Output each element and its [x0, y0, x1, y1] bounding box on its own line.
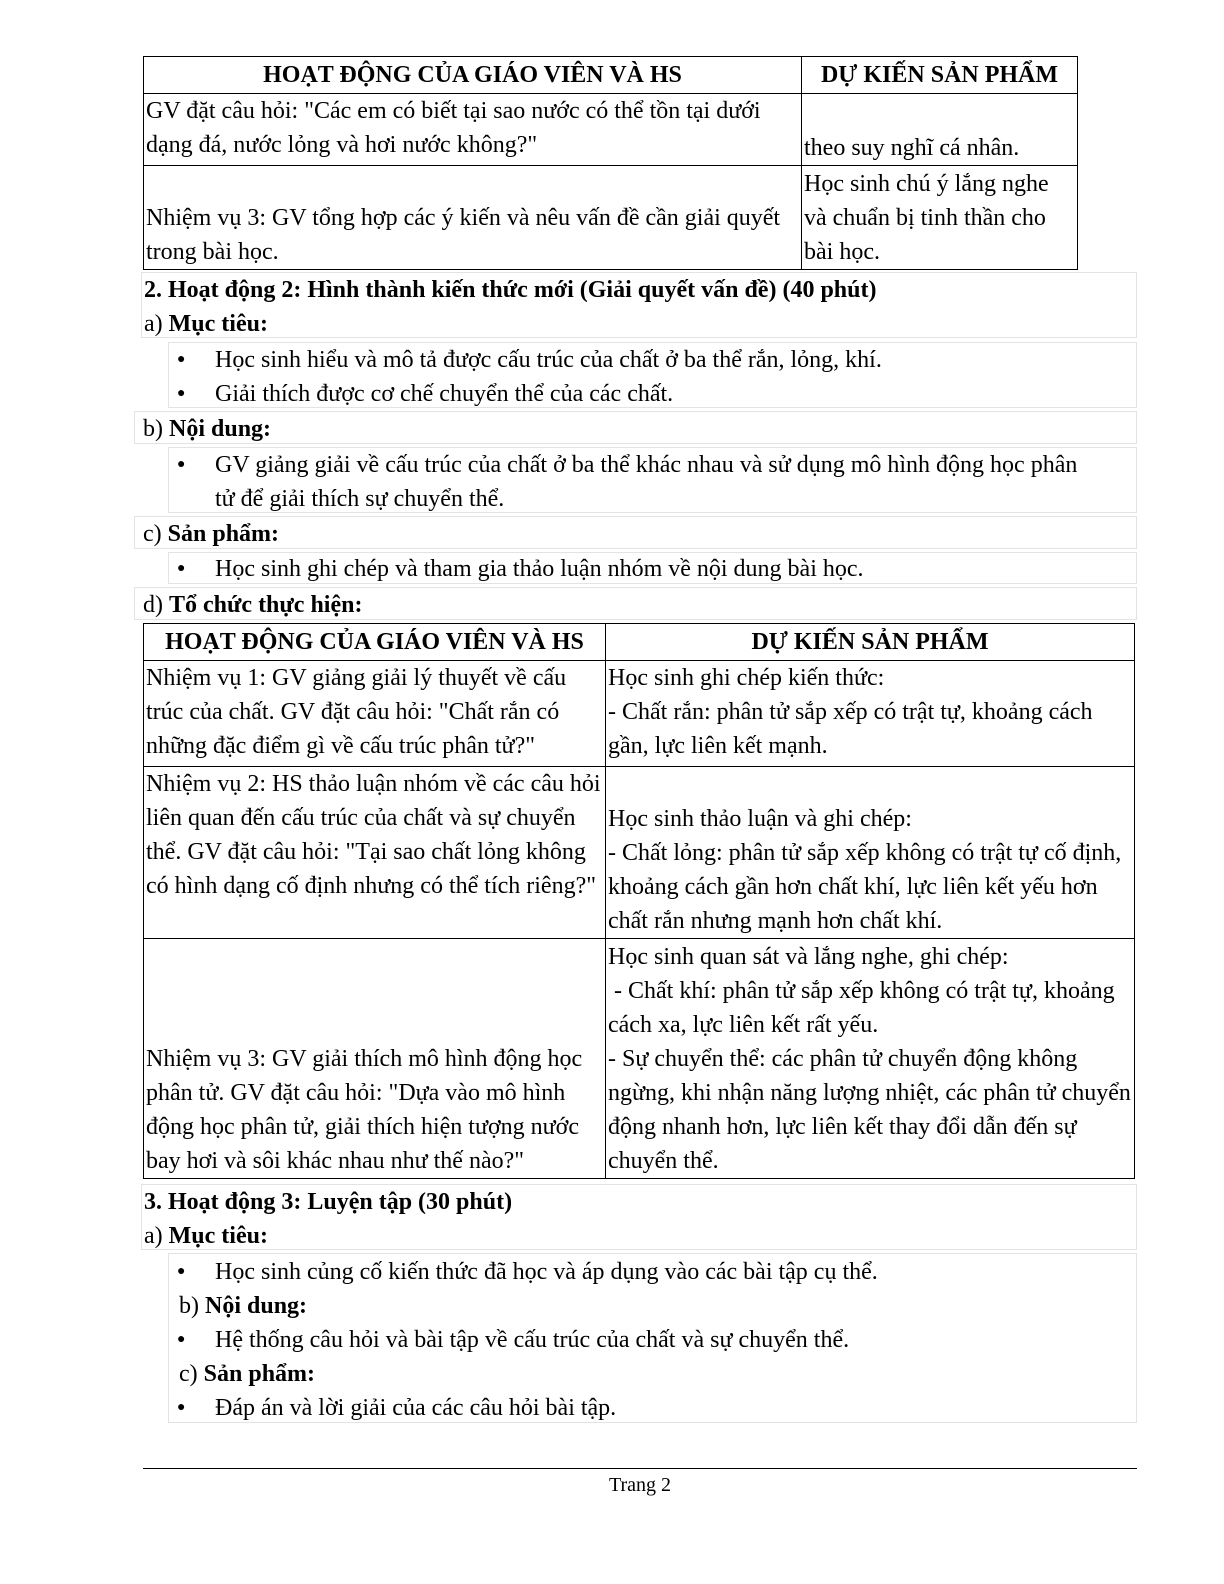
table-header-product: DỰ KIẾN SẢN PHẨM — [606, 624, 1135, 661]
table-header-row — [144, 57, 1078, 94]
table-row — [144, 661, 1135, 767]
bullet-icon: ● — [177, 1332, 186, 1347]
list-item — [169, 448, 1136, 516]
content-label: Nội dung: — [205, 1293, 308, 1319]
bullet-icon: ● — [177, 561, 186, 576]
list-item-text: Hệ thống câu hỏi và bài tập về cấu trúc của chất và sự chuyển thể. — [215, 1327, 850, 1353]
table-cell: Nhiệm vụ 3: GV giải thích mô hình động học phân tử. GV đặt câu hỏi: "Dựa vào mô hình động học phân tử, giải thích hiện tượng nước bay hơi và sôi khác nhau như thế nào?" — [144, 939, 606, 1179]
table-row — [144, 94, 1078, 166]
section-heading: 2. Hoạt động 2: Hình thành kiến thức mới (Giải quyết vấn đề) (40 phút) — [144, 277, 877, 303]
table-header-product: DỰ KIẾN SẢN PHẨM — [802, 57, 1078, 94]
label-prefix: b) — [179, 1293, 205, 1319]
label-prefix: a) — [144, 1223, 169, 1249]
product-list — [168, 552, 1137, 584]
product-label: Sản phẩm: — [167, 521, 280, 547]
table-row — [144, 939, 1135, 1179]
list-item-text: Học sinh củng cố kiến thức đã học và áp dụng vào các bài tập cụ thể. — [215, 1259, 878, 1285]
table-cell: Học sinh quan sát và lắng nghe, ghi chép: - Chất khí: phân tử sắp xếp không có trật tự, khoảng cách xa, lực liên kết rất yếu. - Sự chuyển thể: các phân tử chuyển động không ngừng, khi nhận năng lượng nhiệt, các phân tử chuyển động nhanh hơn, lực liên kết thay đổi dẫn đến sự chuyển thể. — [606, 939, 1135, 1179]
list-item — [169, 1323, 1136, 1357]
activity-table-2 — [143, 623, 1135, 1179]
label-prefix: d) — [143, 592, 169, 618]
product-label-block — [134, 516, 1137, 549]
table-cell: Nhiệm vụ 2: HS thảo luận nhóm về các câu hỏi liên quan đến cấu trúc của chất và sự chuyển thể. GV đặt câu hỏi: "Tại sao chất lỏng không có hình dạng cố định nhưng có thể tích riêng?" — [144, 767, 606, 939]
table-cell: Nhiệm vụ 3: GV tổng hợp các ý kiến và nêu vấn đề cần giải quyết trong bài học. — [144, 166, 802, 270]
bullet-icon: ● — [177, 386, 186, 401]
table-cell: theo suy nghĩ cá nhân. — [802, 94, 1078, 166]
label-prefix: b) — [143, 416, 169, 442]
table-row — [144, 767, 1135, 939]
list-item-text: Học sinh ghi chép và tham gia thảo luận nhóm về nội dung bài học. — [215, 556, 864, 582]
table-cell: Học sinh thảo luận và ghi chép: - Chất lỏng: phân tử sắp xếp không có trật tự cố định, khoảng cách gần hơn chất khí, lực liên kết yếu hơn chất rắn nhưng mạnh hơn chất khí. — [606, 767, 1135, 939]
organization-label: Tổ chức thực hiện: — [169, 592, 363, 618]
label-prefix: c) — [179, 1361, 204, 1387]
table-header-teacher: HOẠT ĐỘNG CỦA GIÁO VIÊN VÀ HS — [144, 624, 606, 661]
table-header-teacher: HOẠT ĐỘNG CỦA GIÁO VIÊN VÀ HS — [144, 57, 802, 94]
bullet-icon: ● — [177, 457, 186, 472]
table-cell: Học sinh ghi chép kiến thức: - Chất rắn: phân tử sắp xếp có trật tự, khoảng cách gần, lực liên kết mạnh. — [606, 661, 1135, 767]
section-heading: 3. Hoạt động 3: Luyện tập (30 phút) — [144, 1189, 513, 1215]
bullet-icon: ● — [177, 1264, 186, 1279]
objective-label: Mục tiêu: — [168, 311, 268, 337]
table-cell: Nhiệm vụ 1: GV giảng giải lý thuyết về cấu trúc của chất. GV đặt câu hỏi: "Chất rắn có những đặc điểm gì về cấu trúc phân tử?" — [144, 661, 606, 767]
section-3-heading-block — [141, 1184, 1137, 1250]
list-item — [169, 1391, 1136, 1425]
product-label: Sản phẩm: — [203, 1361, 316, 1387]
bullet-icon: ● — [177, 352, 186, 367]
content-label-block — [134, 411, 1137, 444]
practice-list — [168, 1253, 1137, 1423]
table-cell: Học sinh chú ý lắng nghe và chuẩn bị tinh thần cho bài học. — [802, 166, 1078, 270]
label-prefix: a) — [144, 311, 169, 337]
list-item-text: Đáp án và lời giải của các câu hỏi bài tập. — [215, 1395, 617, 1421]
table-header-row — [144, 624, 1135, 661]
list-item — [169, 1255, 1136, 1289]
table-row — [144, 166, 1078, 270]
label-prefix: c) — [143, 521, 168, 547]
activity-table-1 — [143, 56, 1078, 270]
list-item-text: Giải thích được cơ chế chuyển thể của các chất. — [215, 381, 674, 407]
bullet-icon: ● — [177, 1400, 186, 1415]
list-item — [169, 377, 1136, 411]
section-2-heading-block — [141, 272, 1137, 338]
list-item-text: GV giảng giải về cấu trúc của chất ở ba thể khác nhau và sử dụng mô hình động học phân tử để giải thích sự chuyển thể. — [215, 452, 1078, 512]
table-cell: GV đặt câu hỏi: "Các em có biết tại sao nước có thể tồn tại dưới dạng đá, nước lỏng và hơi nước không?" — [144, 94, 802, 166]
objective-list — [168, 342, 1137, 408]
list-item — [169, 343, 1136, 377]
page-number: Trang 2 — [608, 1474, 672, 1496]
content-list — [168, 447, 1137, 513]
footer-divider — [143, 1468, 1137, 1469]
content-label: Nội dung: — [169, 416, 272, 442]
list-item-text: Học sinh hiểu và mô tả được cấu trúc của chất ở ba thể rắn, lỏng, khí. — [215, 347, 882, 373]
organization-label-block — [134, 587, 1137, 620]
list-item — [169, 552, 1136, 586]
objective-label: Mục tiêu: — [168, 1223, 268, 1249]
